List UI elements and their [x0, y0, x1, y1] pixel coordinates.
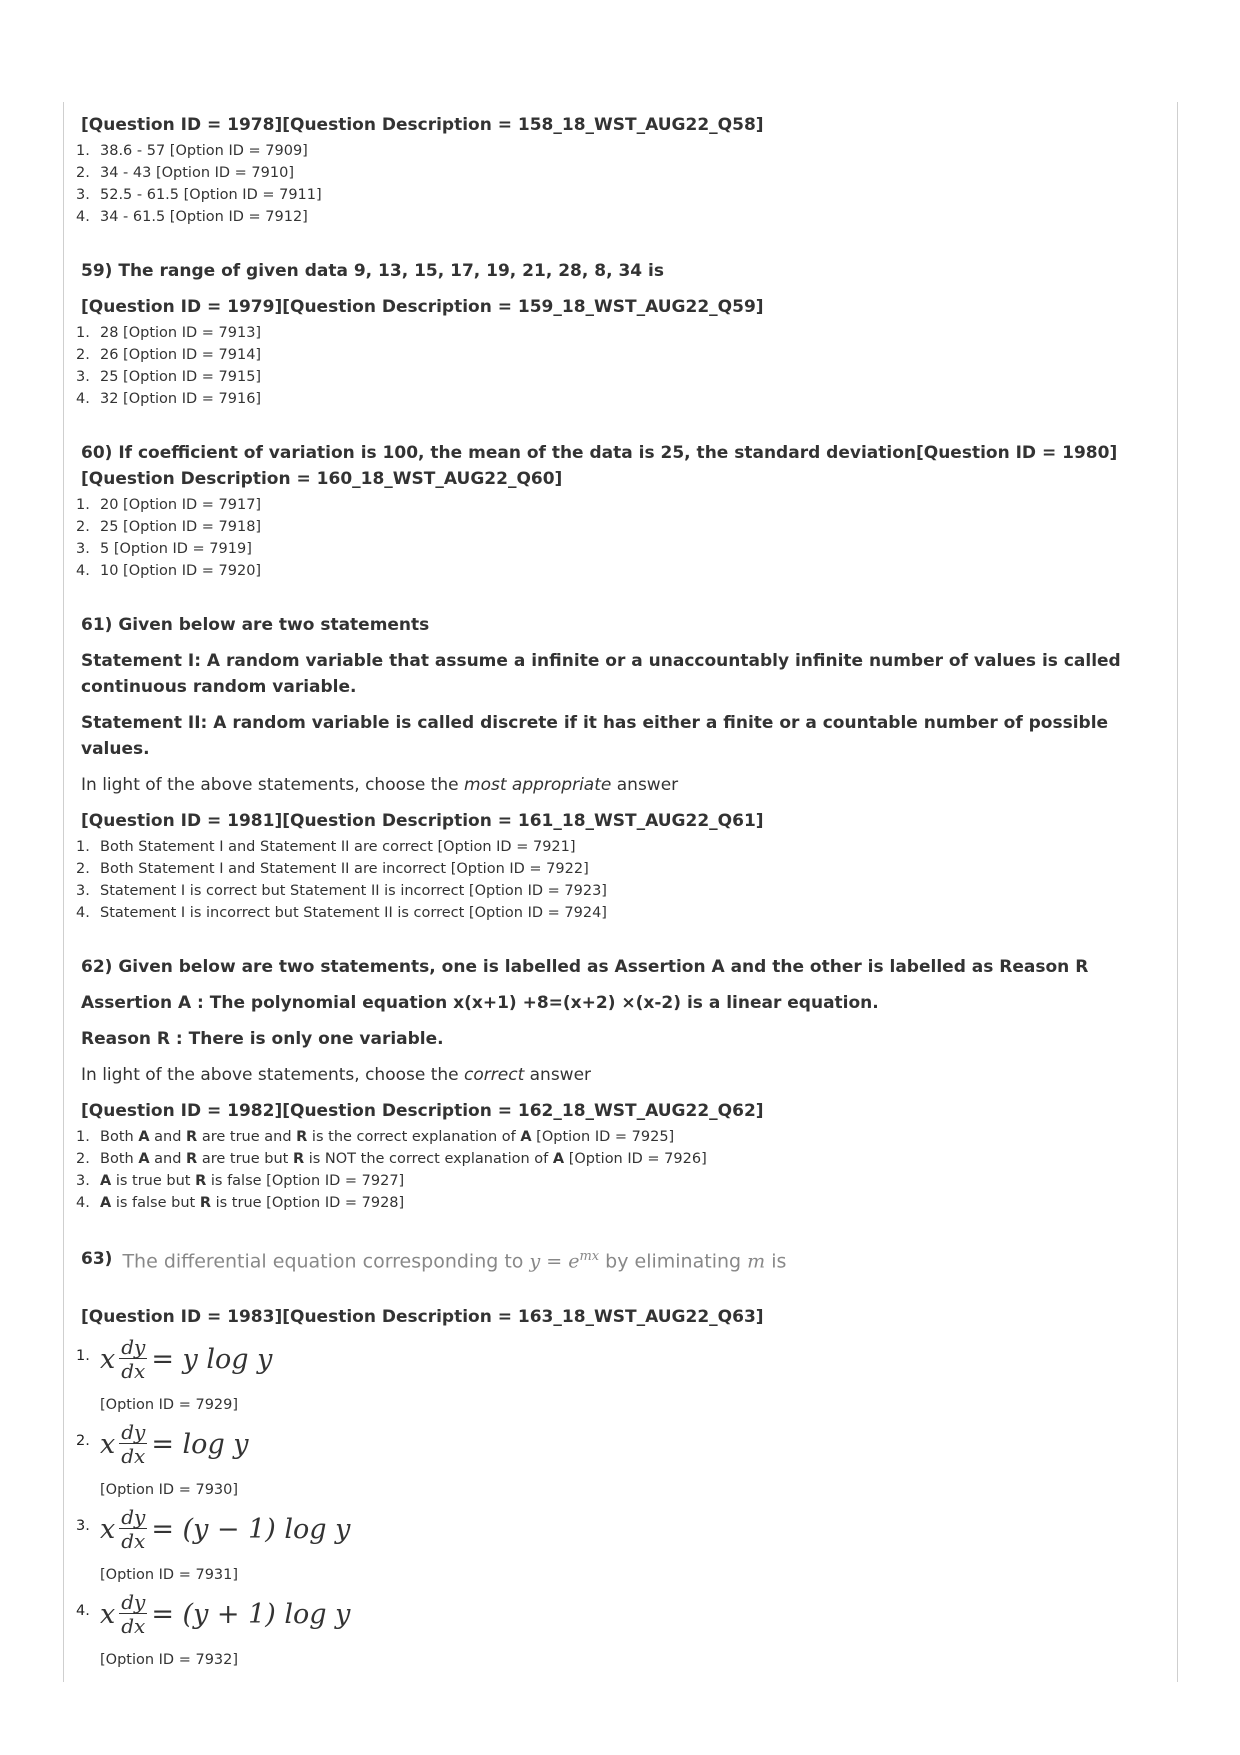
option-item: 4. 32 [Option ID = 7916]: [76, 391, 262, 407]
question-60: [76, 440, 1166, 582]
option-item: 1. x $\frac{dy}{dx}$ = y log y [Option ID = 7929]: [76, 1335, 273, 1414]
equation-image: x $\frac{dy}{dx}$ = (y − 1) log y: [100, 1505, 351, 1554]
question-63: [76, 1244, 1166, 1670]
reason: Reason R : There is only one variable.: [81, 1029, 444, 1049]
question-text: 59) The range of given data 9, 13, 15, 17, 19, 21, 28, 8, 34 is: [81, 261, 664, 281]
option-item: 1. 28 [Option ID = 7913]: [76, 325, 262, 341]
option-item: 2. Both A and R are true but R is NOT the correct explanation of A [Option ID = 7926]: [76, 1151, 707, 1167]
instruction: In light of the above statements, choose the most appropriate answer: [81, 775, 679, 795]
option-item: 4. A is false but R is true [Option ID = 7928]: [76, 1195, 405, 1211]
option-item: 2. 25 [Option ID = 7918]: [76, 519, 262, 535]
question-meta: [Question ID = 1982][Question Description = 162_18_WST_AUG22_Q62]: [81, 1101, 764, 1121]
instruction: In light of the above statements, choose the correct answer: [81, 1065, 592, 1085]
option-list: [76, 322, 1166, 410]
question-meta: [Question ID = 1979][Question Description = 159_18_WST_AUG22_Q59]: [81, 297, 764, 317]
option-item: 3. 25 [Option ID = 7915]: [76, 369, 262, 385]
option-list: [76, 494, 1166, 582]
equation-image: x $\frac{dy}{dx}$ = (y + 1) log y: [100, 1590, 351, 1639]
question-meta: [Question ID = 1978][Question Description = 158_18_WST_AUG22_Q58]: [81, 115, 764, 135]
question-text: 62) Given below are two statements, one is labelled as Assertion A and the other is labelled as Reason R: [81, 957, 1089, 977]
option-item: 4. 34 - 61.5 [Option ID = 7912]: [76, 209, 308, 225]
statement-2: Statement II: A random variable is called discrete if it has either a finite or a countable number of possible values.: [81, 713, 1109, 759]
option-list: [76, 836, 1166, 924]
question-image-text: The differential equation corresponding to $y = e^{mx}$ by eliminating m is: [122, 1249, 787, 1273]
right-margin-rule: [1177, 102, 1178, 1682]
question-62: [76, 954, 1166, 1214]
option-item: 1. Both Statement I and Statement II are correct [Option ID = 7921]: [76, 839, 576, 855]
assertion: Assertion A : The polynomial equation x(x+1) +8=(x+2) ×(x-2) is a linear equation.: [81, 993, 879, 1013]
equation-image: x $\frac{dy}{dx}$ = log y: [100, 1420, 249, 1469]
question-meta: [Question ID = 1983][Question Description = 163_18_WST_AUG22_Q63]: [81, 1307, 764, 1328]
question-text: 63) The differential equation corresponding to $y = e^{mx}$ by eliminating m is: [81, 1244, 1166, 1274]
option-item: 3. A is true but R is false [Option ID = 7927]: [76, 1173, 405, 1189]
option-list: [76, 140, 1166, 228]
option-item: 4. x $\frac{dy}{dx}$ = (y + 1) log y [Option ID = 7932]: [76, 1590, 351, 1669]
option-item: 1. 20 [Option ID = 7917]: [76, 497, 262, 513]
question-58: [76, 112, 1166, 228]
option-item: 4. 10 [Option ID = 7920]: [76, 563, 262, 579]
left-margin-rule: [63, 102, 64, 1682]
option-item: 3. x $\frac{dy}{dx}$ = (y − 1) log y [Option ID = 7931]: [76, 1505, 351, 1584]
question-text: 61) Given below are two statements: [81, 615, 430, 635]
option-list: [76, 1336, 1166, 1670]
statement-1: Statement I: A random variable that assume a infinite or a unaccountably infinite number of values is called continuous random variable.: [81, 651, 1121, 697]
option-item: 2. Both Statement I and Statement II are incorrect [Option ID = 7922]: [76, 861, 589, 877]
question-paper: [76, 112, 1166, 1670]
option-list: [76, 1126, 1166, 1214]
option-item: 3. Statement I is correct but Statement II is incorrect [Option ID = 7923]: [76, 883, 607, 899]
question-meta: [Question ID = 1981][Question Description = 161_18_WST_AUG22_Q61]: [81, 811, 764, 831]
option-item: 2. x $\frac{dy}{dx}$ = log y [Option ID = 7930]: [76, 1420, 249, 1499]
option-item: 2. 26 [Option ID = 7914]: [76, 347, 262, 363]
option-item: 1. Both A and R are true and R is the correct explanation of A [Option ID = 7925]: [76, 1129, 675, 1145]
option-item: 2. 34 - 43 [Option ID = 7910]: [76, 165, 294, 181]
question-61: [76, 612, 1166, 924]
option-item: 3. 52.5 - 61.5 [Option ID = 7911]: [76, 187, 322, 203]
question-text: 60) If coefficient of variation is 100, the mean of the data is 25, the standard deviation[Question ID = 1980][Question Description = 160_18_WST_AUG22_Q60]: [81, 443, 1118, 489]
question-59: [76, 258, 1166, 410]
option-item: 4. Statement I is incorrect but Statement II is correct [Option ID = 7924]: [76, 905, 607, 921]
equation-image: x $\frac{dy}{dx}$ = y log y: [100, 1335, 273, 1384]
option-item: 3. 5 [Option ID = 7919]: [76, 541, 252, 557]
option-item: 1. 38.6 - 57 [Option ID = 7909]: [76, 143, 308, 159]
